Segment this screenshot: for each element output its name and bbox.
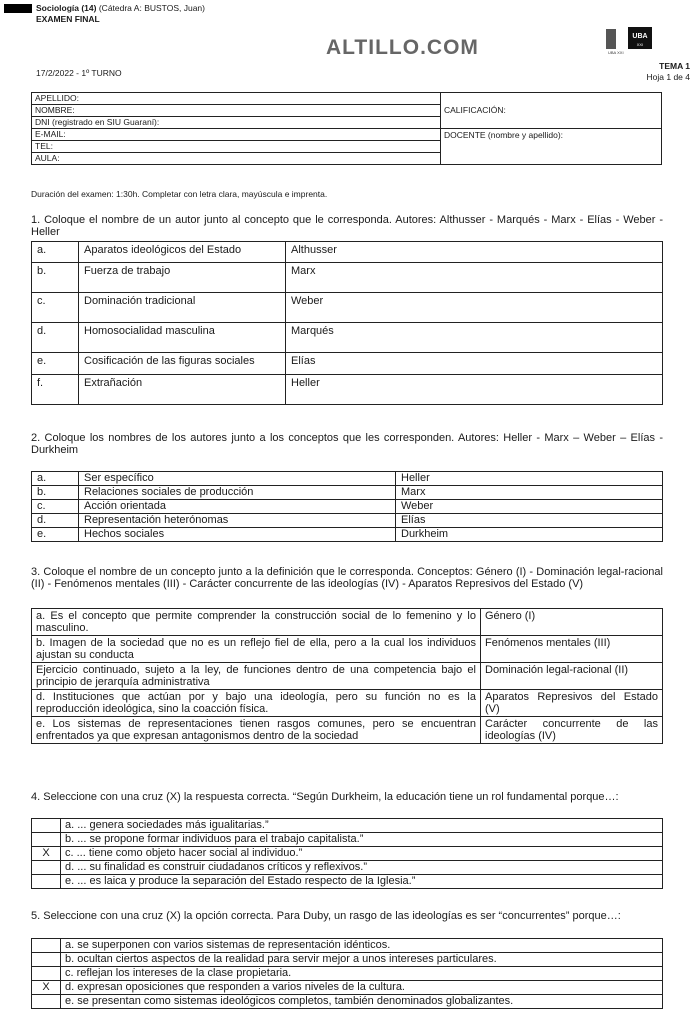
q4-table (31, 818, 663, 889)
q4-row (32, 833, 663, 847)
exam-date: 17/2/2022 - 1º TURNO (36, 68, 122, 78)
q3-table (31, 608, 663, 744)
q2-answer[interactable]: Heller (396, 472, 663, 486)
q2-concept: Ser específico (79, 472, 396, 486)
calificacion-field[interactable]: CALIFICACIÓN: (441, 93, 662, 129)
q2-letter: b. (32, 486, 79, 500)
q3-definition: b. Imagen de la sociedad que no es un reflejo fiel de ella, pero a la cual los individuos ajustan su conducta (32, 636, 481, 663)
q4-mark-cell[interactable] (32, 861, 61, 875)
q3-answer[interactable]: Aparatos Represivos del Estado (V) (481, 690, 663, 717)
q2-letter: a. (32, 472, 79, 486)
student-info-table (31, 92, 662, 165)
q5-mark-cell[interactable] (32, 953, 61, 967)
q1-row (32, 323, 663, 353)
q1-concept: Homosocialidad masculina (79, 323, 286, 353)
q5-row (32, 981, 663, 995)
q1-letter: d. (32, 323, 79, 353)
q2-answer[interactable]: Weber (396, 500, 663, 514)
q5-row (32, 995, 663, 1009)
uba-logo (606, 27, 656, 55)
q2-concept: Acción orientada (79, 500, 396, 514)
q5-option: d. expresan oposiciones que responden a varios niveles de la cultura. (61, 981, 663, 995)
watermark: ALTILLO.COM (326, 36, 479, 59)
q2-concept: Representación heterónomas (79, 514, 396, 528)
q3-answer[interactable]: Carácter concurrente de las ideologías (IV) (481, 717, 663, 744)
q2-prompt: 2. Coloque los nombres de los autores junto a los conceptos que les corresponden. Autores: Heller - Marx – Weber – Elías - Durkheim (31, 432, 663, 456)
q4-option: a. ... genera sociedades más igualitarias.” (61, 819, 663, 833)
q4-mark-cell[interactable] (32, 875, 61, 889)
q1-answer[interactable]: Heller (286, 375, 663, 405)
q3-row (32, 663, 663, 690)
info-email[interactable]: E-MAIL: (32, 129, 441, 141)
q3-definition: d. Instituciones que actúan por y bajo una ideología, pero su función no es la reproducción ideológica, sino la coacción física. (32, 690, 481, 717)
q4-row (32, 861, 663, 875)
q5-row (32, 967, 663, 981)
q2-row (32, 500, 663, 514)
q4-mark-cell[interactable] (32, 819, 61, 833)
q3-definition: e. Los sistemas de representaciones tienen rasgos comunes, pero se encuentran enfrentados ya que expresan antagonismos dentro de la sociedad (32, 717, 481, 744)
q1-concept: Cosificación de las figuras sociales (79, 353, 286, 375)
q4-option: c. ... tiene como objeto hacer social al individuo.” (61, 847, 663, 861)
q3-definition: Ejercicio continuado, sujeto a la ley, de funciones dentro de una competencia bajo el principio de jerarquía administrativa (32, 663, 481, 690)
header-course: Sociología (14) (Cátedra A: BUSTOS, Juan) EXAMEN FINAL (36, 3, 205, 24)
q4-row (32, 819, 663, 833)
q3-answer[interactable]: Fenómenos mentales (III) (481, 636, 663, 663)
q5-mark-cell[interactable] (32, 967, 61, 981)
q1-row (32, 353, 663, 375)
q1-row (32, 293, 663, 323)
q2-row (32, 472, 663, 486)
q1-answer[interactable]: Elías (286, 353, 663, 375)
tema-block (647, 61, 690, 83)
q1-letter: f. (32, 375, 79, 405)
q2-row (32, 486, 663, 500)
info-nombre[interactable]: NOMBRE: (32, 105, 441, 117)
q1-letter: e. (32, 353, 79, 375)
q4-option: d. ... su finalidad es construir ciudadanos críticos y reflexivos.” (61, 861, 663, 875)
q4-mark-cell[interactable]: X (32, 847, 61, 861)
q2-concept: Hechos sociales (79, 528, 396, 542)
q3-answer[interactable]: Dominación legal-racional (II) (481, 663, 663, 690)
q2-row (32, 514, 663, 528)
q2-row (32, 528, 663, 542)
q1-concept: Aparatos ideológicos del Estado (79, 242, 286, 263)
q5-mark-cell[interactable] (32, 995, 61, 1009)
q5-row (32, 953, 663, 967)
q5-option: b. ocultan ciertos aspectos de la realidad para servir mejor a unos intereses particulares. (61, 953, 663, 967)
q3-row (32, 636, 663, 663)
q1-answer[interactable]: Althusser (286, 242, 663, 263)
q1-letter: a. (32, 242, 79, 263)
q1-row (32, 242, 663, 263)
tema-label: TEMA 1 (659, 61, 690, 71)
svg-text:UBA XXI: UBA XXI (608, 50, 624, 55)
q1-row (32, 263, 663, 293)
q2-concept: Relaciones sociales de producción (79, 486, 396, 500)
q1-row (32, 375, 663, 405)
q1-letter: b. (32, 263, 79, 293)
q1-answer[interactable]: Marqués (286, 323, 663, 353)
q5-mark-cell[interactable] (32, 939, 61, 953)
q5-mark-cell[interactable]: X (32, 981, 61, 995)
q3-row (32, 690, 663, 717)
info-dni[interactable]: DNI (registrado en SIU Guaraní): (32, 117, 441, 129)
q4-prompt: 4. Seleccione con una cruz (X) la respuesta correcta. “Según Durkheim, la educación tiene un rol fundamental porque…: (31, 791, 619, 803)
q3-definition: a. Es el concepto que permite comprender la construcción social de lo femenino y lo masculino. (32, 609, 481, 636)
redaction-bar (4, 4, 32, 13)
page-indicator: Hoja 1 de 4 (646, 72, 690, 82)
q1-answer[interactable]: Marx (286, 263, 663, 293)
q1-concept: Extrañación (79, 375, 286, 405)
q3-answer[interactable]: Género (I) (481, 609, 663, 636)
q4-mark-cell[interactable] (32, 833, 61, 847)
svg-text:XXI: XXI (636, 42, 644, 47)
q1-concept: Dominación tradicional (79, 293, 286, 323)
q2-table (31, 471, 663, 542)
q2-letter: d. (32, 514, 79, 528)
q2-answer[interactable]: Marx (396, 486, 663, 500)
info-apellido[interactable]: APELLIDO: (32, 93, 441, 105)
q1-answer[interactable]: Weber (286, 293, 663, 323)
q4-row (32, 847, 663, 861)
info-aula[interactable]: AULA: (32, 153, 441, 165)
svg-text:UBA: UBA (632, 33, 648, 40)
q3-row (32, 717, 663, 744)
q5-option: e. se presentan como sistemas ideológicos completos, también denominados globalizantes. (61, 995, 663, 1009)
q2-letter: e. (32, 528, 79, 542)
q1-prompt: 1. Coloque el nombre de un autor junto al concepto que le corresponda. Autores: Althusser - Marqués - Marx - Elías - Weber - Heller (31, 214, 663, 238)
q2-answer[interactable]: Elías (396, 514, 663, 528)
q3-prompt: 3. Coloque el nombre de un concepto junto a la definición que le corresponda. Conceptos: Género (I) - Dominación legal-racional (II) - Fenómenos mentales (III) - Carácter concurrente de las ideologías (IV) - Aparatos Represivos del Estado (V) (31, 566, 663, 590)
q5-option: a. se superponen con varios sistemas de representación idénticos. (61, 939, 663, 953)
q1-table (31, 241, 663, 405)
q4-row (32, 875, 663, 889)
q4-option: b. ... se propone formar individuos para el trabajo capitalista.” (61, 833, 663, 847)
q5-table (31, 938, 663, 1009)
q5-prompt: 5. Seleccione con una cruz (X) la opción correcta. Para Duby, un rasgo de las ideologías es ser “concurrentes” porque…: (31, 910, 621, 922)
info-tel[interactable]: TEL: (32, 141, 441, 153)
q5-row (32, 939, 663, 953)
exam-instructions: Duración del examen: 1:30h. Completar con letra clara, mayúscula e imprenta. (31, 189, 328, 199)
q5-option: c. reflejan los intereses de la clase propietaria. (61, 967, 663, 981)
q2-answer[interactable]: Durkheim (396, 528, 663, 542)
docente-field[interactable]: DOCENTE (nombre y apellido): (441, 129, 662, 165)
q4-option: e. ... es laica y produce la separación del Estado respecto de la Iglesia.” (61, 875, 663, 889)
q3-row (32, 609, 663, 636)
q1-letter: c. (32, 293, 79, 323)
q2-letter: c. (32, 500, 79, 514)
q1-concept: Fuerza de trabajo (79, 263, 286, 293)
